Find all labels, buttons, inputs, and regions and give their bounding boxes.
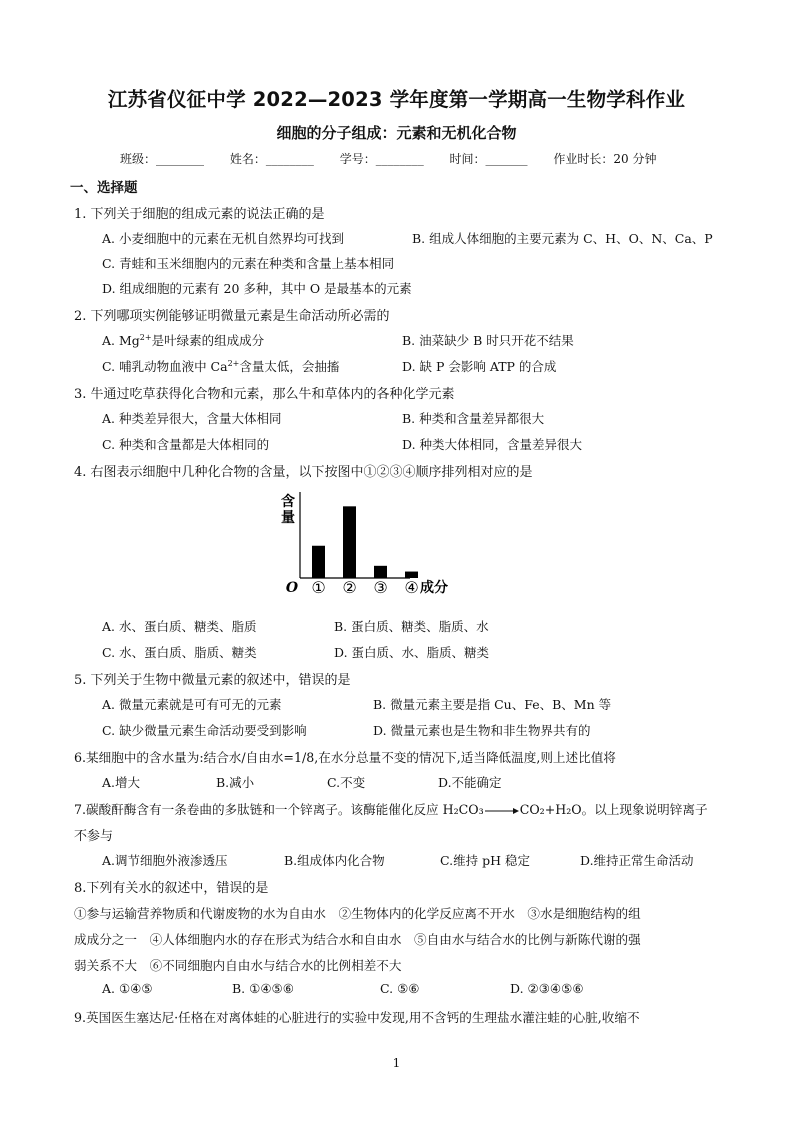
q1-option-a: A. 小麦细胞中的元素在无机自然界均可找到 (102, 231, 344, 246)
q4-option-d: D. 蛋白质、水、脂质、糖类 (334, 645, 490, 660)
q1-option-b: B. 组成人体细胞的主要元素为 C、H、O、N、Ca、P (412, 231, 713, 246)
q3-option-c: C. 种类和含量都是大体相同的 (102, 437, 270, 452)
name-field: 姓名：________ (229, 152, 314, 166)
reaction-arrow-icon (484, 806, 520, 816)
category-label: ④ (404, 578, 419, 597)
q2-option-a: A. $Mg^{2+}$是叶绿素的组成成分 (102, 332, 265, 348)
q1-option-c: C. 青蛙和玉米细胞内的元素在种类和含量上基本相同 (102, 256, 395, 271)
student-info-line (120, 150, 678, 167)
q8-option-a: A. ①④⑤ (102, 981, 153, 996)
q5-option-c: C. 缺少微量元素生命活动要受到影响 (102, 723, 307, 738)
compound-content-chart (270, 486, 470, 604)
q6-option-b: B.减小 (216, 775, 255, 790)
bar-3 (374, 566, 387, 578)
page-title: 江苏省仪征中学 2022—2023 学年度第一学期高一生物学科作业 (107, 88, 686, 111)
duration-field: 作业时长：20 分钟 (553, 152, 657, 166)
page-subtitle: 细胞的分子组成：元素和无机化合物 (276, 124, 517, 142)
q5-option-d: D. 微量元素也是生物和非生物界共有的 (373, 723, 591, 738)
q8-statement-line1: ①参与运输营养物质和代谢废物的水为自由水 ②生物体内的化学反应离不开水 ③水是细胞结构的组 (74, 906, 641, 921)
category-label: ② (342, 578, 357, 597)
category-label: ③ (373, 578, 388, 597)
q8-option-d: D. ②③④⑤⑥ (510, 981, 584, 996)
q2-option-b: B. 油菜缺少 B 时只开花不结果 (402, 333, 574, 348)
x-axis-label: 成分 (420, 580, 448, 596)
question-9-stem: 9.英国医生塞达尼·任格在对离体蛙的心脏进行的实验中发现,用不含钙的生理盐水灌注蛙的心脏,收缩不 (74, 1010, 640, 1025)
question-5-stem: 5. 下列关于生物中微量元素的叙述中，错误的是 (74, 673, 351, 688)
page-number: 1 (392, 1056, 401, 1070)
question-2-stem: 2. 下列哪项实例能够证明微量元素是生命活动所必需的 (74, 309, 390, 324)
bar-1 (312, 546, 325, 578)
question-6-stem: 6.某细胞中的含水量为:结合水/自由水=1/8,在水分总量不变的情况下,适当降低温度,则上述比值将 (74, 750, 616, 765)
question-7-stem: 7.碳酸酐酶含有一条卷曲的多肽链和一个锌离子。该酶能催化反应 H₂CO₃ CO₂+H₂O。以上现象说明锌离子 (74, 802, 708, 817)
q5-option-a: A. 微量元素就是可有可无的元素 (102, 697, 282, 712)
q6-option-a: A.增大 (102, 775, 141, 790)
q3-option-a: A. 种类差异很大，含量大体相同 (102, 411, 282, 426)
question-8-stem: 8.下列有关水的叙述中，错误的是 (74, 881, 269, 896)
origin-label: O (285, 580, 299, 596)
q5-option-b: B. 微量元素主要是指 Cu、Fe、B、Mn 等 (373, 697, 612, 712)
q3-option-b: B. 种类和含量差异都很大 (402, 411, 545, 426)
class-field: 班级：________ (120, 152, 205, 166)
q6-option-c: C.不变 (327, 775, 366, 790)
category-label: ① (311, 578, 326, 597)
q2-option-d: D. 缺 P 会影响 ATP 的合成 (402, 359, 557, 374)
q4-option-c: C. 水、蛋白质、脂质、糖类 (102, 645, 257, 660)
q3-option-d: D. 种类大体相同，含量差异很大 (402, 437, 583, 452)
q7-option-a: A.调节细胞外液渗透压 (102, 853, 228, 868)
q7-option-d: D.维持正常生命活动 (580, 853, 694, 868)
q8-statement-line2: 成成分之一 ④人体细胞内水的存在形式为结合水和自由水 ⑤自由水与结合水的比例与新陈代谢的强 (74, 932, 641, 947)
time-field: 时间：_______ (449, 152, 528, 166)
q1-option-d: D. 组成细胞的元素有 20 多种，其中 O 是最基本的元素 (102, 281, 412, 296)
question-3-stem: 3. 牛通过吃草获得化合物和元素，那么牛和草体内的各种化学元素 (74, 387, 455, 402)
question-1-stem: 1. 下列关于细胞的组成元素的说法正确的是 (74, 207, 325, 222)
question-4-stem: 4. 右图表示细胞中几种化合物的含量，以下按图中①②③④顺序排列相对应的是 (74, 465, 533, 480)
q8-option-c: C. ⑤⑥ (380, 981, 420, 996)
y-axis-label: 含 (281, 494, 295, 510)
id-field: 学号：________ (339, 152, 424, 166)
q4-option-b: B. 蛋白质、糖类、脂质、水 (334, 619, 489, 634)
bar-2 (343, 506, 356, 578)
q2-option-c: C. 哺乳动物血液中 $Ca^{2+}$含量太低，会抽搐 (102, 358, 340, 374)
y-axis-label: 量 (281, 510, 295, 526)
q4-option-a: A. 水、蛋白质、糖类、脂质 (102, 619, 257, 634)
q7-option-c: C.维持 pH 稳定 (440, 853, 530, 868)
q7-option-b: B.组成体内化合物 (284, 853, 385, 868)
q8-statement-line3: 弱关系不大 ⑥不同细胞内自由水与结合水的比例相差不大 (74, 958, 402, 973)
section-heading: 一、选择题 (70, 180, 138, 196)
q8-option-b: B. ①④⑤⑥ (232, 981, 294, 996)
q6-option-d: D.不能确定 (438, 775, 502, 790)
question-7-stem-line2: 不参与 (74, 829, 114, 844)
